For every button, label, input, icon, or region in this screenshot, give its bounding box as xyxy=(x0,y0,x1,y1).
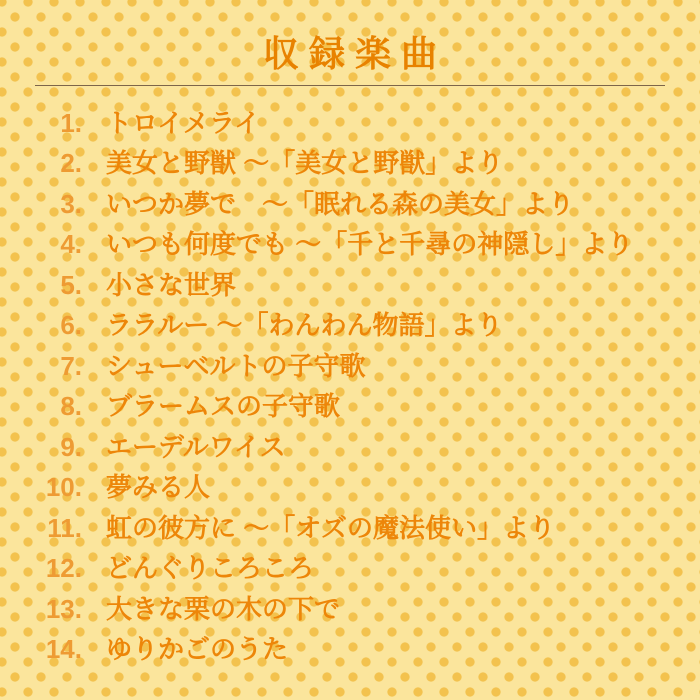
track-number: 12. xyxy=(45,553,82,584)
track-number: 10. xyxy=(45,472,82,503)
track-title: エーデルワイス xyxy=(106,431,286,462)
track-number: 13. xyxy=(45,593,82,624)
track-title: シューベルトの子守歌 xyxy=(106,350,366,381)
track-number: 8. xyxy=(60,391,82,422)
track-number: 5. xyxy=(60,269,82,300)
track-row xyxy=(0,305,700,346)
track-number: 4. xyxy=(60,229,82,260)
track-title: ゆりかごのうた xyxy=(106,634,289,665)
track-title: トロイメライ xyxy=(106,107,261,138)
track-title: どんぐりころころ xyxy=(106,553,315,584)
track-row xyxy=(0,386,700,427)
track-number: 2. xyxy=(60,148,82,179)
track-title: 大きな栗の木の下で xyxy=(106,593,341,624)
track-row xyxy=(0,629,700,670)
track-title: ブラームスの子守歌 xyxy=(106,391,341,422)
track-number: 14. xyxy=(45,634,82,665)
track-row xyxy=(0,508,700,549)
track-title: ララルー 〜「わんわん物語」より xyxy=(106,310,503,341)
track-number: 7. xyxy=(60,350,82,381)
track-title: いつも何度でも 〜「千と千尋の神隠し」より xyxy=(106,229,634,260)
page-title: 収録楽曲 xyxy=(262,33,447,74)
track-list xyxy=(0,86,700,670)
track-row xyxy=(0,548,700,589)
track-title: 夢みる人 xyxy=(106,472,211,503)
track-row xyxy=(0,103,700,144)
track-title: 虹の彼方に 〜「オズの魔法使い」より xyxy=(106,512,555,543)
track-row xyxy=(0,427,700,468)
track-row xyxy=(0,184,700,225)
track-row xyxy=(0,346,700,387)
track-number: 9. xyxy=(60,431,82,462)
track-title: いつか夢で 〜「眠れる森の美女」より xyxy=(106,188,575,219)
track-row xyxy=(0,265,700,306)
track-row xyxy=(0,143,700,184)
track-title: 小さな世界 xyxy=(106,269,237,300)
track-row xyxy=(0,224,700,265)
track-number: 1. xyxy=(60,107,82,138)
track-number: 6. xyxy=(60,310,82,341)
track-number: 3. xyxy=(60,188,82,219)
track-row xyxy=(0,467,700,508)
track-number: 11. xyxy=(47,512,82,543)
track-title: 美女と野獣 〜「美女と野獣」より xyxy=(106,148,504,179)
track-row xyxy=(0,589,700,630)
